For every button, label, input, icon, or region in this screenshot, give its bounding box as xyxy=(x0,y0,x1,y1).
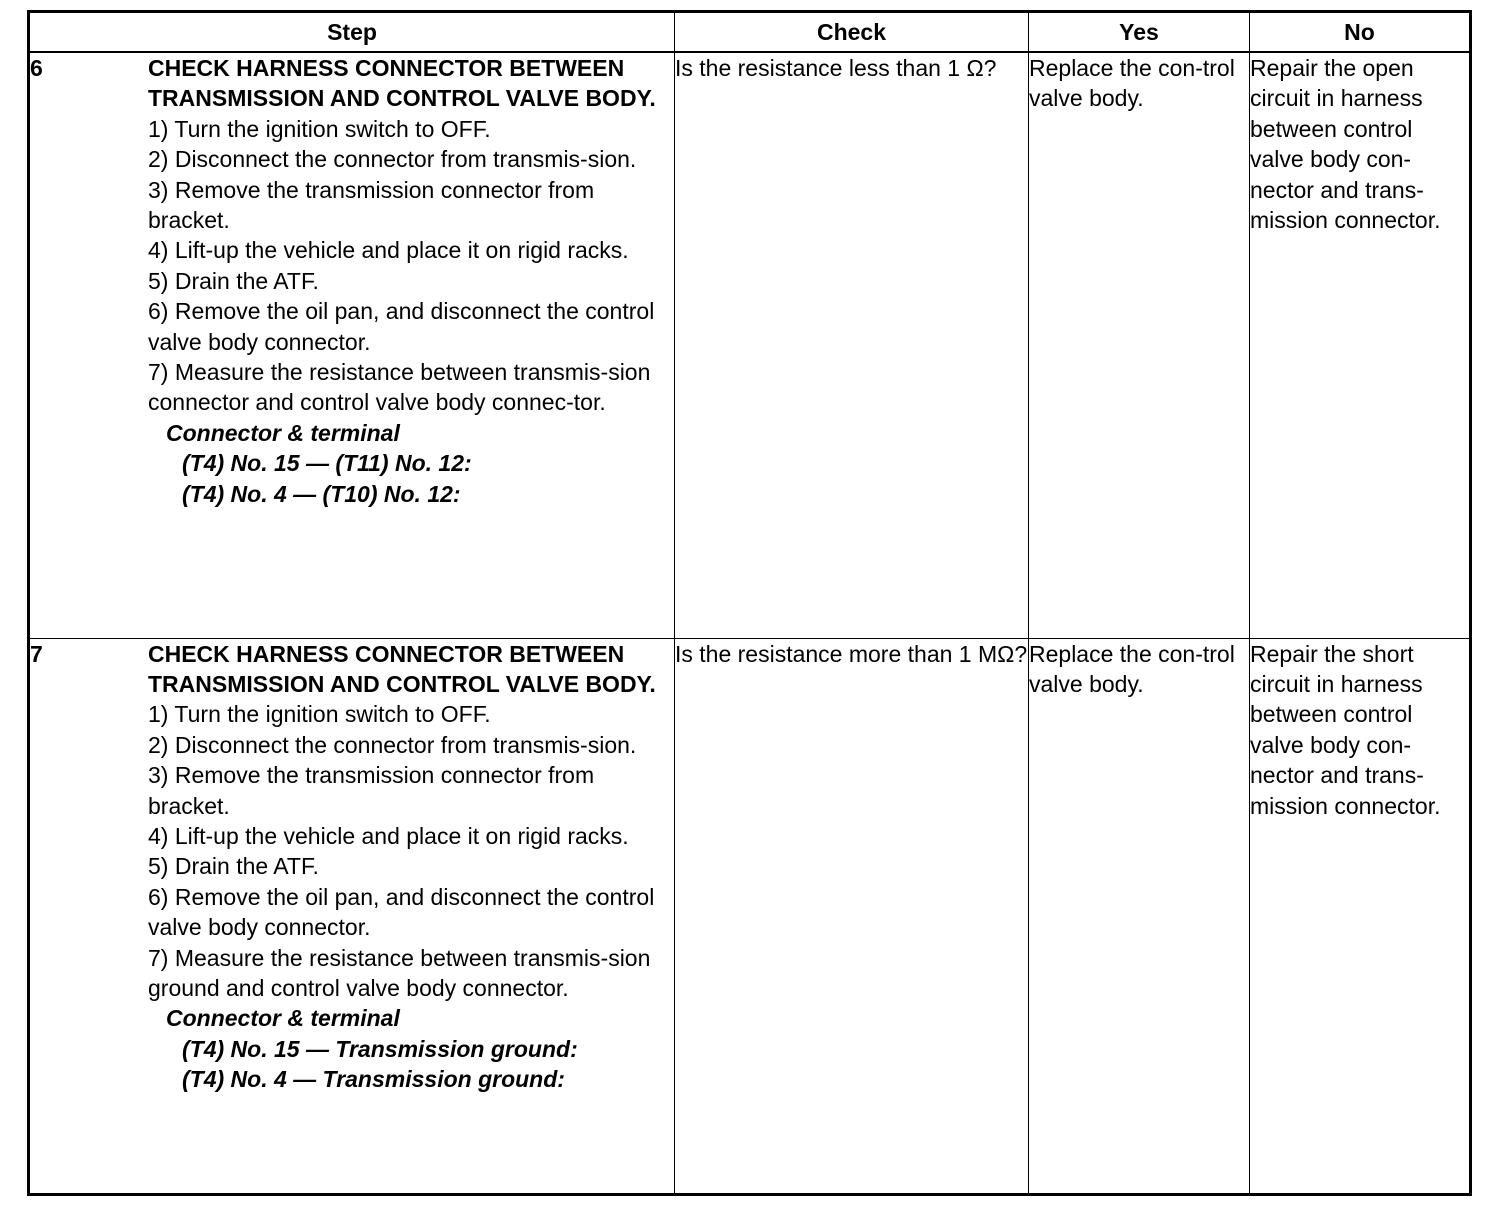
header-yes: Yes xyxy=(1029,12,1250,53)
step-body xyxy=(148,639,674,1095)
yes-cell xyxy=(1029,52,1250,638)
step-instruction: 6) Remove the oil pan, and disconnect the control valve body connector. xyxy=(148,298,655,355)
step-instruction: 7) Measure the resistance between transmis-sion connector and control valve body connec-tor. xyxy=(148,359,651,416)
diagnostic-table xyxy=(27,10,1472,1196)
table-header-row xyxy=(29,12,1471,53)
check-question: Is the resistance less than 1 Ω? xyxy=(675,55,997,81)
yes-action: Replace the con-trol valve body. xyxy=(1029,640,1235,697)
step-instruction: 2) Disconnect the connector from transmis-sion. xyxy=(148,146,637,173)
yes-action: Replace the con-trol valve body. xyxy=(1029,55,1235,112)
step-instruction: 3) Remove the transmission connector from bracket. xyxy=(148,176,595,234)
spec-heading: Connector & terminal xyxy=(166,419,400,446)
step-instruction: 5) Drain the ATF. xyxy=(148,853,319,880)
step-instruction: 1) Turn the ignition switch to OFF. xyxy=(148,115,491,142)
step-body xyxy=(148,53,674,509)
check-question: Is the resistance more than 1 MΩ? xyxy=(675,640,1028,667)
table-row xyxy=(29,52,1471,638)
step-instruction: 6) Remove the oil pan, and disconnect the control valve body connector. xyxy=(148,883,655,941)
no-action: Repair the short circuit in harness between control valve body con-nector and trans-mission connector. xyxy=(1250,640,1441,819)
step-instruction: 7) Measure the resistance between transmis-sion ground and control valve body connector. xyxy=(148,944,651,1001)
no-action: Repair the open circuit in harness between control valve body con-nector and trans-mission connector. xyxy=(1250,55,1441,234)
step-title: CHECK HARNESS CONNECTOR BETWEEN TRANSMISSION AND CONTROL VALVE BODY. xyxy=(148,640,656,697)
check-cell xyxy=(675,52,1029,638)
yes-cell xyxy=(1029,638,1250,1194)
table-row xyxy=(29,638,1471,1194)
step-title: CHECK HARNESS CONNECTOR BETWEEN TRANSMISSION AND CONTROL VALVE BODY. xyxy=(148,55,656,112)
step-instruction: 4) Lift-up the vehicle and place it on rigid racks. xyxy=(148,237,629,264)
step-cell xyxy=(29,638,675,1194)
header-step: Step xyxy=(29,12,675,53)
header-check: Check xyxy=(675,12,1029,53)
step-number: 6 xyxy=(30,55,43,81)
header-no: No xyxy=(1250,12,1471,53)
step-cell xyxy=(29,52,675,638)
step-instruction: 1) Turn the ignition switch to OFF. xyxy=(148,701,491,728)
spec-line: (T4) No. 4 — Transmission ground: xyxy=(182,1066,565,1093)
step-instruction: 3) Remove the transmission connector from bracket. xyxy=(148,762,595,819)
spec-line: (T4) No. 15 — (T11) No. 12: xyxy=(182,450,472,477)
check-cell xyxy=(675,638,1029,1194)
step-instruction: 2) Disconnect the connector from transmis-sion. xyxy=(148,731,637,758)
step-instruction: 5) Drain the ATF. xyxy=(148,267,319,294)
spec-line: (T4) No. 4 — (T10) No. 12: xyxy=(182,480,461,507)
spec-line: (T4) No. 15 — Transmission ground: xyxy=(182,1035,578,1062)
step-instruction: 4) Lift-up the vehicle and place it on rigid racks. xyxy=(148,822,629,849)
spec-heading: Connector & terminal xyxy=(166,1005,400,1032)
step-number: 7 xyxy=(30,640,43,667)
no-cell xyxy=(1250,52,1471,638)
no-cell xyxy=(1250,638,1471,1194)
